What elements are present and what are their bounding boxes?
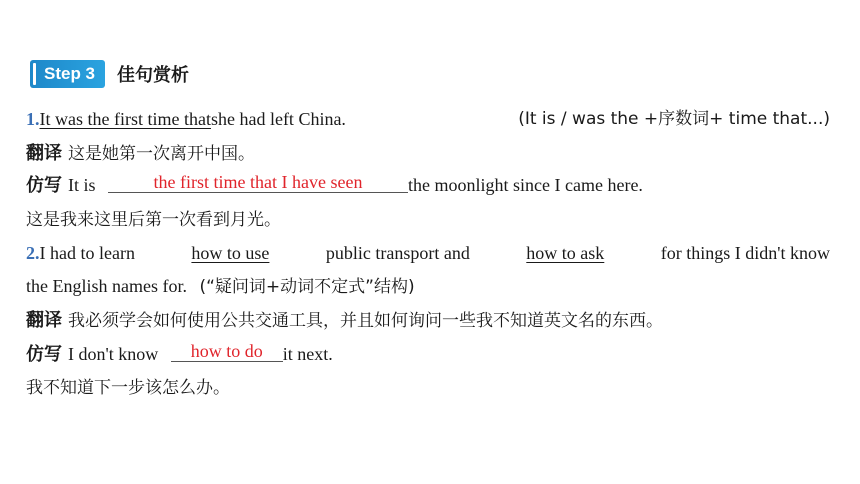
section-title: 佳句赏析 bbox=[117, 65, 190, 86]
item2-answer-blank: how to do bbox=[171, 341, 283, 362]
item2-translation: 我必须学会如何使用公共交通工具，并且如何询问一些我不知道英文名的东西。 bbox=[68, 311, 663, 331]
item1-translation-row bbox=[26, 140, 830, 167]
item2-line1-c: for things I didn't know bbox=[660, 243, 830, 263]
item2-line1-b: public transport and bbox=[325, 243, 470, 263]
item1-number: 1. bbox=[26, 109, 40, 129]
item1-imitate-cn: 这是我来这里后第一次看到月光。 bbox=[26, 210, 281, 230]
item1-rest: she had left China. bbox=[210, 109, 346, 129]
item1-sentence bbox=[26, 106, 830, 132]
item2-translation-row bbox=[26, 307, 830, 334]
item1-imitate-row bbox=[26, 172, 830, 199]
item1-imitate-suffix: the moonlight since I came here. bbox=[408, 175, 643, 195]
item1-translate-label: 翻译 bbox=[26, 143, 62, 164]
item1-underlined: It was the first time that bbox=[39, 109, 211, 129]
item2-pattern: (“疑问词+动词不定式”结构) bbox=[199, 277, 415, 297]
item1-imitate-label: 仿写 bbox=[26, 175, 62, 196]
item2-sentence-line1 bbox=[26, 240, 830, 266]
step-label: Step 3 bbox=[44, 64, 96, 83]
item2-underlined-2: how to ask bbox=[526, 243, 605, 263]
item1-pattern: (It is / was the +序数词+ time that...) bbox=[518, 109, 830, 129]
item2-underlined-1: how to use bbox=[191, 243, 270, 263]
item2-line2: the English names for. bbox=[26, 276, 187, 296]
item2-imitate-suffix: it next. bbox=[282, 344, 333, 364]
item2-line1-a: I had to learn bbox=[39, 243, 135, 263]
item2-imitate-row bbox=[26, 341, 830, 368]
item2-imitate-prefix: I don't know bbox=[68, 344, 159, 364]
item1-answer-blank: the first time that I have seen bbox=[108, 172, 408, 193]
item2-imitate-cn: 我不知道下一步该怎么办。 bbox=[26, 378, 230, 398]
item1-imitate-prefix: It is bbox=[68, 175, 96, 195]
item1-imitate-cn-row bbox=[26, 206, 830, 233]
item2-translate-label: 翻译 bbox=[26, 310, 62, 331]
section-header bbox=[30, 58, 189, 90]
item2-number: 2. bbox=[26, 243, 40, 263]
item2-imitate-label: 仿写 bbox=[26, 344, 62, 365]
item2-sentence-line2 bbox=[26, 273, 830, 300]
item1-translation: 这是她第一次离开中国。 bbox=[68, 144, 255, 164]
item2-imitate-cn-row bbox=[26, 374, 830, 401]
step-badge bbox=[30, 60, 105, 88]
